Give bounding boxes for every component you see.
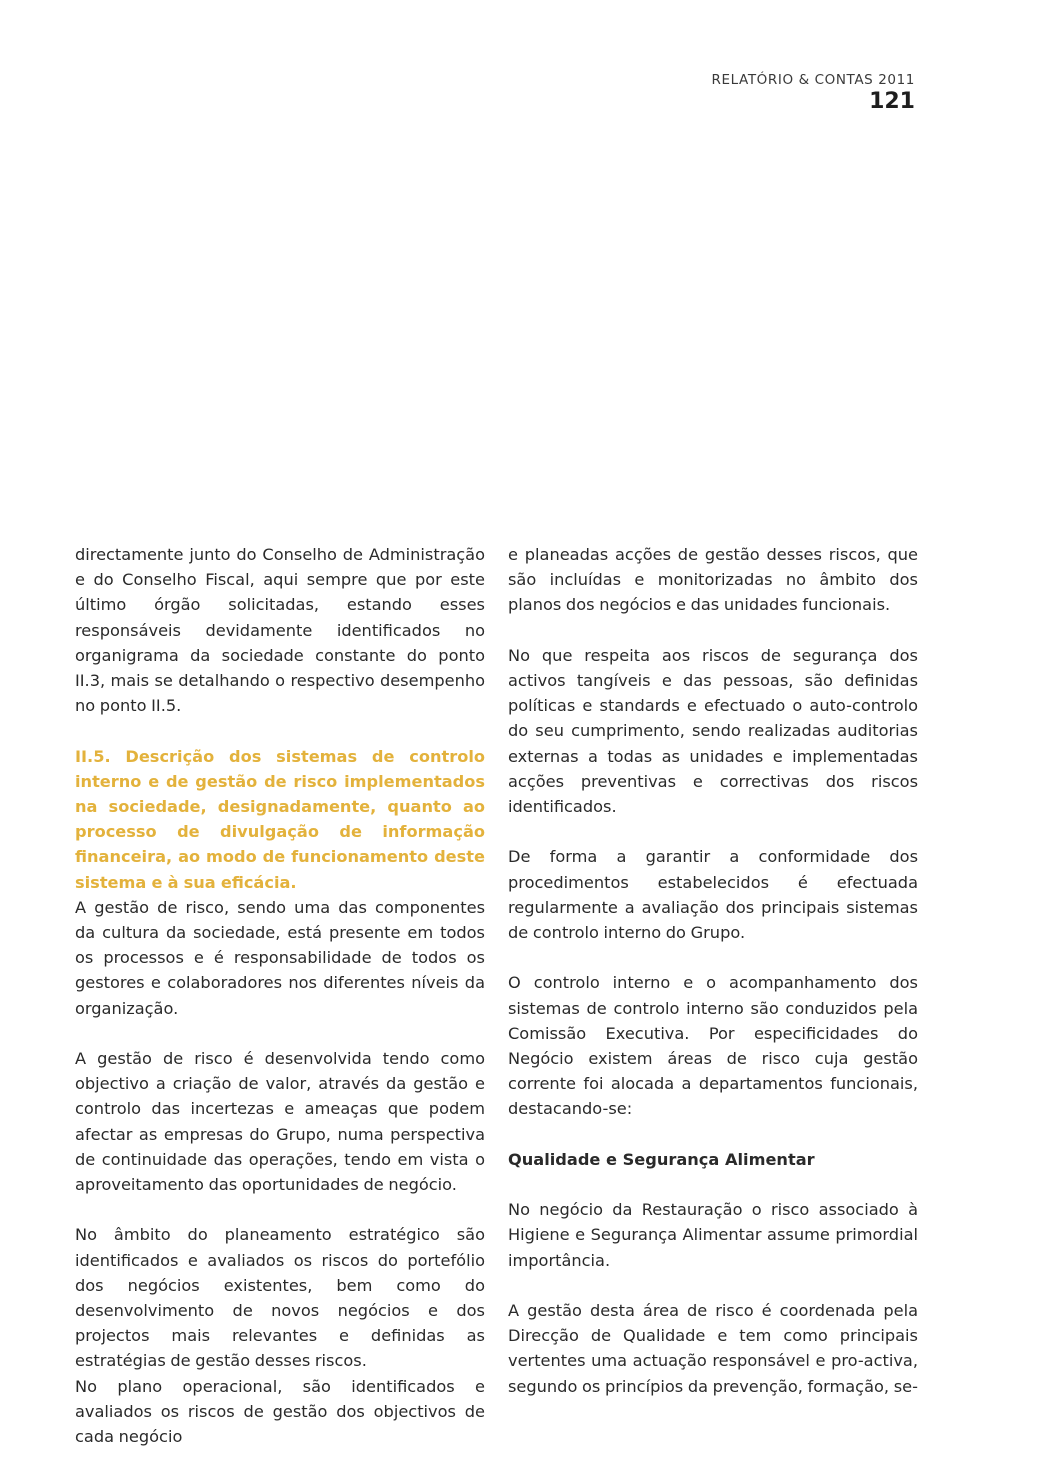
paragraph: No plano operacional, são identificados e avaliados os riscos de gestão dos objectivos de cada negócio [75, 1376, 485, 1447]
section-heading: II.5. Descrição dos sistemas de controlo interno e de gestão de risco implementados na sociedade, designadamente, quanto ao processo de divulgação de informação financeira, ao modo de funcionamento deste sistema e à sua eficácia. [75, 746, 485, 892]
page-number: 121 [869, 89, 915, 114]
paragraph: A gestão de risco é desenvolvida tendo como objectivo a criação de valor, através da gestão e controlo das incertezas e ameaças que podem afectar as empresas do Grupo, numa perspectiva de continuidade das operações, tendo em vista o aproveitamento das oportunidades de negócio. [75, 1049, 485, 1195]
paragraph: O controlo interno e o acompanhamento dos sistemas de controlo interno são conduzidos pela Comissão Executiva. Por especificidades do Negócio existem áreas de risco cuja gestão corrente foi alocada a departamentos funcionais, destacando-se: [508, 973, 918, 1119]
report-title: RELATÓRIO & CONTAS 2011 [711, 72, 915, 88]
paragraph: directamente junto do Conselho de Administração e do Conselho Fiscal, aqui sempre que por este último órgão solicitadas, estando esses responsáveis devidamente identificados no organigrama da sociedade constante do ponto II.3, mais se detalhando o respectivo desempenho no ponto II.5. [75, 545, 485, 716]
right-column [508, 542, 918, 1424]
paragraph: A gestão desta área de risco é coordenada pela Direcção de Qualidade e tem como principais vertentes uma actuação responsável e pro-activa, segundo os princípios da prevenção, formação, se- [508, 1301, 918, 1396]
left-column [75, 542, 485, 1474]
paragraph: e planeadas acções de gestão desses riscos, que são incluídas e monitorizadas no âmbito dos planos dos negócios e das unidades funcionais. [508, 545, 918, 615]
page-header [712, 70, 916, 115]
paragraph: No que respeita aos riscos de segurança dos activos tangíveis e das pessoas, são definidas políticas e standards e efectuado o auto-controlo do seu cumprimento, sendo realizadas auditorias externas a todas as unidades e implementadas acções preventivas e correctivas dos riscos identificados. [508, 645, 918, 817]
paragraph: De forma a garantir a conformidade dos procedimentos estabelecidos é efectuada regularmente a avaliação dos principais sistemas de controlo interno do Grupo. [508, 847, 918, 943]
paragraph: No negócio da Restauração o risco associado à Higiene e Segurança Alimentar assume primordial importância. [508, 1200, 918, 1270]
paragraph: A gestão de risco, sendo uma das componentes da cultura da sociedade, está presente em todos os processos e é responsabilidade de todos os gestores e colaboradores nos diferentes níveis da organização. [75, 897, 485, 1018]
sub-heading: Qualidade e Segurança Alimentar [508, 1149, 815, 1169]
paragraph: No âmbito do planeamento estratégico são identificados e avaliados os riscos do portefólio dos negócios existentes, bem como do desenvolvimento de novos negócios e dos projectos mais relevantes e definidas as estratégias de gestão desses riscos. [75, 1225, 485, 1371]
